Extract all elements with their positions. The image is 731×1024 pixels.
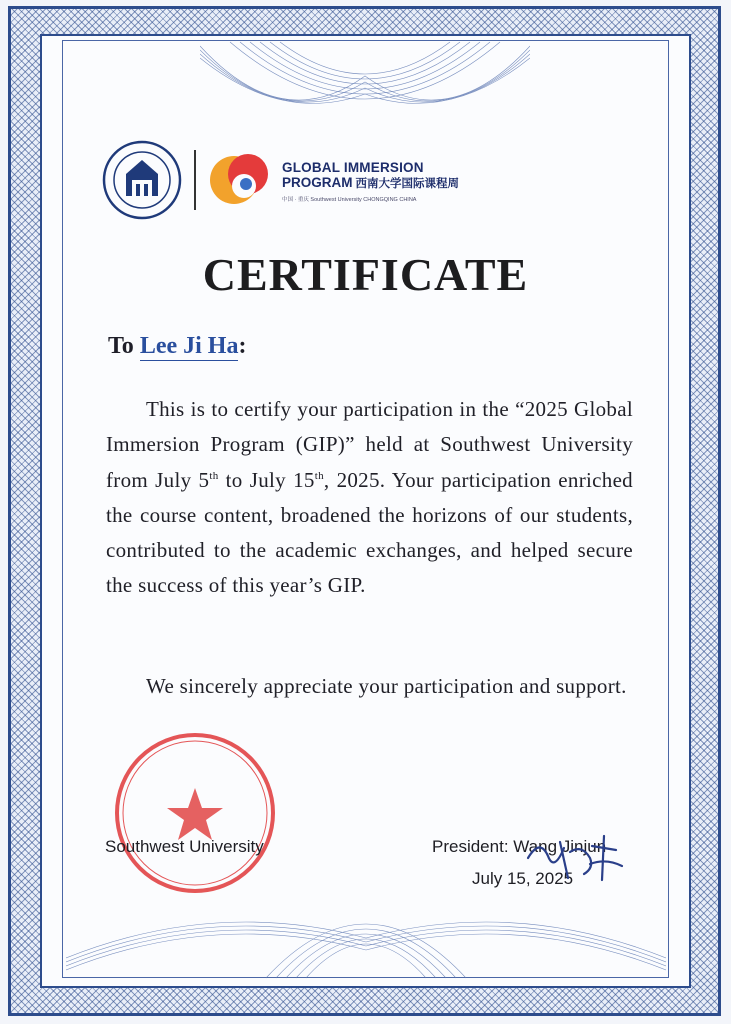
gip-program-wordmark	[282, 160, 459, 203]
gip-wordmark-location: 中国 · 重庆 Southwest University CHONGQING CHINA	[282, 197, 417, 203]
body-p1-part-b: to July 15	[218, 467, 315, 492]
certificate-body-paragraph-2: We sincerely appreciate your participation and support.	[146, 674, 627, 698]
president-line: President: Wang Jinjun	[432, 837, 607, 856]
recipient-name: Lee Ji Ha	[139, 333, 239, 359]
university-seal-logo	[102, 140, 182, 220]
gip-program-logo	[204, 148, 278, 212]
body-p1-sup-1: th	[209, 469, 219, 482]
top-guilloche-ornament	[200, 36, 530, 146]
body-p1-part-c: , 2025. Your participation enriched the course content, broadened the horizons of our students, contributed to the academic exchanges, and helped secure the success of this year’s GIP.	[106, 467, 633, 598]
issuer-name: Southwest University	[105, 837, 264, 856]
gip-wordmark-line2	[282, 175, 459, 192]
handwritten-signature	[520, 828, 630, 888]
recipient-line	[108, 333, 246, 360]
body-p1-part-a: This is to certify your participation in the “2025 Global Immersion Program (GIP)” held at Southwest University from July 5	[106, 397, 633, 492]
gip-wordmark-line1: GLOBAL IMMERSION	[282, 160, 424, 175]
certificate-title: CERTIFICATE	[202, 249, 529, 300]
recipient-suffix: :	[238, 333, 247, 359]
gip-wordmark-program: PROGRAM	[282, 175, 353, 190]
issue-date: July 15, 2025	[472, 869, 574, 888]
body-p1-sup-2: th	[314, 469, 324, 482]
gip-wordmark-chinese: 西南大学国际课程周	[355, 178, 459, 190]
logo-divider	[194, 150, 196, 210]
recipient-prefix: To	[108, 333, 140, 359]
certificate-body-paragraph-1	[106, 392, 633, 604]
official-red-stamp	[112, 730, 278, 896]
